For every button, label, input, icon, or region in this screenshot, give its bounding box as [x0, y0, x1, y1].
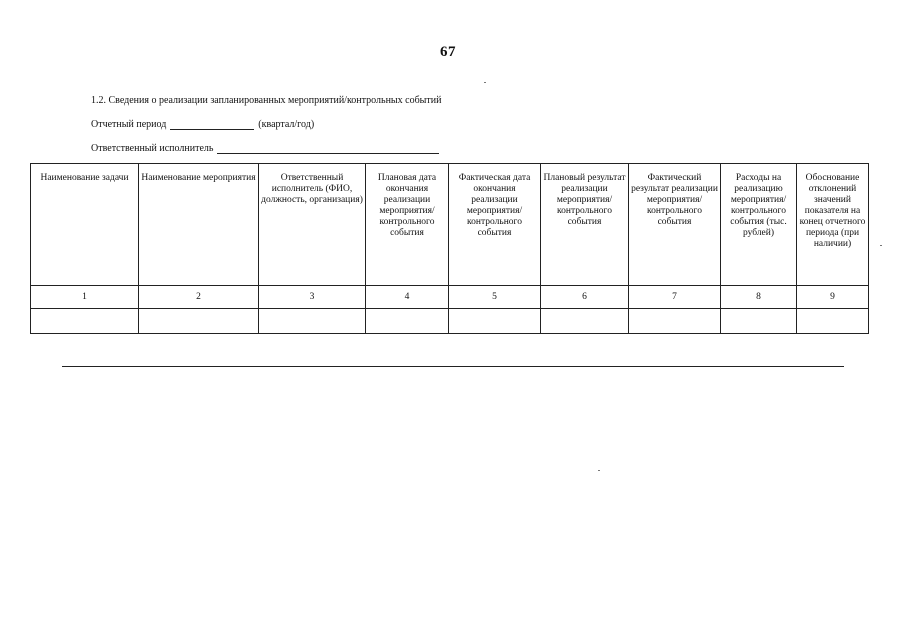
scan-speck — [598, 470, 600, 471]
table-cell[interactable] — [31, 309, 139, 334]
column-number: 6 — [541, 286, 629, 309]
responsible-executor-field — [91, 143, 443, 154]
section-title: 1.2. Сведения о реализации запланированных мероприятий/контрольных событий — [91, 95, 442, 106]
table-cell[interactable] — [541, 309, 629, 334]
column-number: 5 — [449, 286, 541, 309]
column-number: 2 — [139, 286, 259, 309]
header-planned-result: Плановый результат реализации мероприятия/контрольного события — [541, 164, 629, 286]
header-planned-end-date: Плановая дата окончания реализации мероприятия/ контрольного события — [366, 164, 449, 286]
table-cell[interactable] — [629, 309, 721, 334]
column-number-row — [31, 286, 869, 309]
column-number: 8 — [721, 286, 797, 309]
table-cell[interactable] — [449, 309, 541, 334]
column-number: 9 — [797, 286, 869, 309]
scan-speck — [880, 245, 882, 246]
header-expenses: Расходы на реализацию мероприятия/ контрольного события (тыс. рублей) — [721, 164, 797, 286]
table-header-row — [31, 164, 869, 286]
responsible-executor-label: Ответственный исполнитель — [91, 143, 214, 154]
table-cell[interactable] — [366, 309, 449, 334]
header-deviation-justification: Обоснование отклонений значений показателя на конец отчетного периода (при наличии) — [797, 164, 869, 286]
table-cell[interactable] — [797, 309, 869, 334]
report-table — [30, 163, 869, 334]
table-cell[interactable] — [259, 309, 366, 334]
table-cell[interactable] — [721, 309, 797, 334]
responsible-executor-input-line[interactable] — [217, 144, 439, 154]
table-row — [31, 309, 869, 334]
header-actual-end-date: Фактическая дата окончания реализации мероприятия/контрольного события — [449, 164, 541, 286]
column-number: 7 — [629, 286, 721, 309]
column-number: 4 — [366, 286, 449, 309]
reporting-period-label: Отчетный период — [91, 119, 167, 130]
column-number: 1 — [31, 286, 139, 309]
header-actual-result: Фактический результат реализации мероприятия/контрольного события — [629, 164, 721, 286]
reporting-period-input-line[interactable] — [170, 120, 254, 130]
column-number: 3 — [259, 286, 366, 309]
reporting-period-field — [91, 119, 314, 130]
header-activity-name: Наименование мероприятия — [139, 164, 259, 286]
header-responsible-executor: Ответственный исполнитель (ФИО, должность, организация) — [259, 164, 366, 286]
scan-speck — [484, 82, 486, 83]
reporting-period-suffix: (квартал/год) — [258, 119, 315, 130]
table-cell[interactable] — [139, 309, 259, 334]
bottom-divider — [62, 366, 844, 367]
header-task-name: Наименование задачи — [31, 164, 139, 286]
page-number: 67 — [440, 44, 456, 60]
